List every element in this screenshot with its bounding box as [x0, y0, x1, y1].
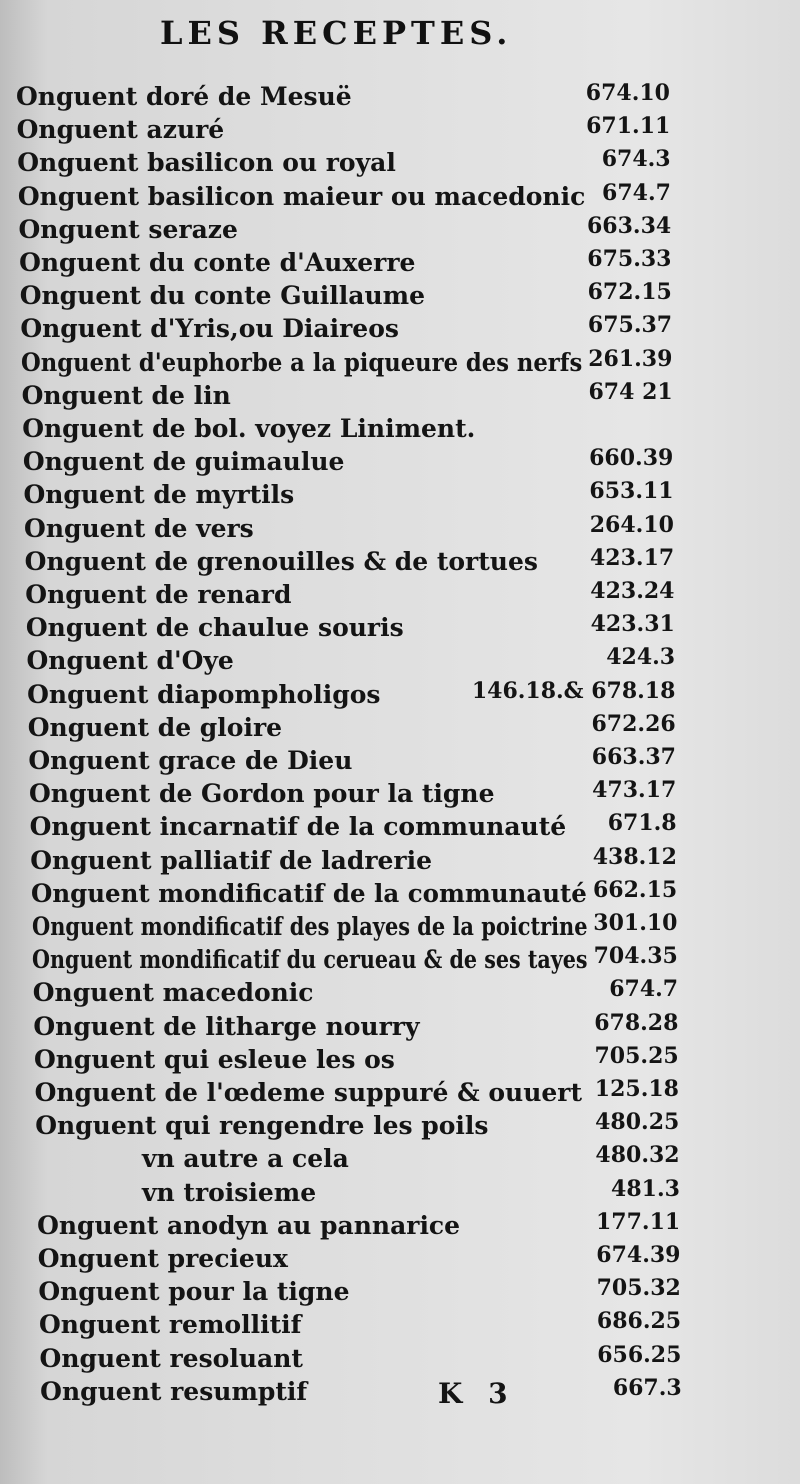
- index-entry: [0, 711, 800, 745]
- index-entry: [0, 478, 800, 512]
- entry-label: Onguent d'Yris,ou Diaireos: [20, 314, 399, 344]
- entry-page-ref: 481.3: [611, 1175, 680, 1202]
- entry-label: Onguent mondificatif du cerueau & de ses tayes: [32, 945, 588, 975]
- entry-label: Onguent de lin: [21, 380, 231, 410]
- entry-page-ref: 663.34: [587, 212, 672, 239]
- index-entry: [0, 976, 800, 1010]
- entry-page-ref: 667.3: [612, 1374, 682, 1401]
- entry-label: Onguent seraze: [18, 214, 238, 244]
- entry-page-ref: 301.10: [593, 910, 678, 936]
- entry-page-ref: 125.18: [594, 1076, 679, 1102]
- entry-page-ref: 660.39: [589, 445, 674, 472]
- index-entry: [0, 744, 800, 778]
- entry-label: Onguent de guimaulue: [22, 447, 345, 477]
- index-entry: [0, 1076, 800, 1110]
- entry-label: Onguent mondificatif des playes de la poictrine: [31, 912, 588, 941]
- index-entry: [0, 512, 800, 546]
- entry-page-ref: 146.18.& 678.18: [471, 677, 676, 704]
- entry-label: Onguent de gloire: [27, 712, 283, 742]
- entry-page-ref: 423.24: [590, 578, 675, 604]
- entry-label: Onguent precieux: [37, 1244, 288, 1273]
- entry-page-ref: 674 21: [588, 378, 673, 405]
- entry-page-ref: 424.3: [606, 644, 676, 671]
- index-entry: [0, 810, 800, 844]
- entry-page-ref: 678.28: [594, 1009, 679, 1036]
- entry-label: Onguent d'Oye: [26, 646, 234, 676]
- entry-page-ref: 480.32: [595, 1142, 680, 1169]
- index-entry: [0, 180, 800, 214]
- index-entry: [0, 346, 800, 380]
- index-entry: [0, 379, 800, 413]
- entry-page-ref: 663.37: [591, 744, 676, 770]
- index-entry: [0, 312, 800, 346]
- entry-label: Onguent resoluant: [39, 1343, 303, 1373]
- entry-label: Onguent remollitif: [38, 1310, 302, 1340]
- entry-page-ref: 674.3: [601, 146, 671, 173]
- index-entry: [0, 279, 800, 313]
- index-entry: [0, 844, 800, 878]
- entry-label: Onguent de vers: [24, 513, 254, 543]
- index-entry: [0, 412, 800, 446]
- index-entry: [0, 146, 800, 180]
- entry-label: Onguent de myrtils: [23, 480, 295, 510]
- index-entry: [0, 578, 800, 612]
- entry-page-ref: 705.25: [594, 1042, 679, 1069]
- entry-label: Onguent du conte d'Auxerre: [19, 248, 416, 277]
- entry-page-ref: 674.7: [609, 976, 679, 1003]
- entry-page-ref: 438.12: [592, 843, 677, 870]
- index-entry: [0, 678, 800, 712]
- index-entry: [0, 1010, 800, 1044]
- entry-label: Onguent du conte Guillaume: [19, 281, 426, 311]
- entry-page-ref: 704.35: [593, 943, 678, 970]
- entry-page-ref: 480.25: [595, 1109, 680, 1136]
- entry-label: Onguent diapompholigos: [27, 679, 381, 709]
- running-header: LES RECEPTES.: [160, 14, 513, 52]
- entry-label: Onguent macedonic: [32, 978, 314, 1008]
- entry-label: Onguent basilicon maieur ou macedonic: [17, 181, 586, 211]
- entry-page-ref: 675.33: [587, 246, 672, 272]
- index-entry: [0, 213, 800, 247]
- entry-label: Onguent de bol. voyez Liniment.: [22, 414, 476, 443]
- entry-label: vn autre a cela: [142, 1144, 349, 1174]
- entry-page-ref: 674.39: [596, 1242, 681, 1268]
- entry-label: Onguent grace de Dieu: [28, 746, 353, 775]
- entry-label: Onguent resumptif: [40, 1376, 308, 1406]
- entry-label: Onguent de litharge nourry: [33, 1011, 420, 1041]
- entry-label: Onguent mondificatif de la communauté: [30, 878, 587, 908]
- entry-label: Onguent de chaulue souris: [25, 613, 404, 643]
- entry-page-ref: 675.37: [587, 312, 673, 339]
- entry-label: Onguent incarnatif de la communauté: [29, 812, 567, 842]
- entry-label: Onguent de Gordon pour la tigne: [29, 779, 495, 809]
- entry-page-ref: 674.7: [602, 179, 671, 206]
- entry-label: Onguent de l'œdeme suppuré & ouuert: [34, 1078, 583, 1107]
- entry-label: Onguent doré de Mesuë: [16, 82, 352, 111]
- entry-page-ref: 662.15: [593, 876, 678, 903]
- index-entry: [0, 246, 800, 280]
- entry-label: Onguent d'euphorbe a la piqueure des nerfs: [20, 347, 583, 377]
- entry-page-ref: 705.32: [596, 1275, 681, 1302]
- index-entry: [0, 113, 800, 147]
- index-entry: [0, 1375, 800, 1409]
- entry-page-ref: 261.39: [588, 345, 673, 372]
- entry-label: Onguent anodyn au pannarice: [37, 1210, 461, 1240]
- index-entry: [0, 777, 800, 811]
- index-entry: [0, 877, 800, 911]
- entry-page-ref: 656.25: [597, 1341, 682, 1368]
- index-entry: [0, 80, 800, 114]
- entry-page-ref: 671.8: [607, 810, 677, 837]
- entry-label: Onguent de grenouilles & de tortues: [24, 546, 538, 576]
- entry-label: Onguent pour la tigne: [38, 1277, 350, 1307]
- entry-page-ref: 653.11: [589, 478, 674, 505]
- entry-page-ref: 671.11: [586, 113, 671, 140]
- index-entry: [0, 545, 800, 579]
- index-entry: [0, 910, 800, 944]
- entry-label: Onguent palliatif de ladrerie: [30, 845, 432, 875]
- entry-page-ref: 177.11: [596, 1208, 681, 1235]
- entry-page-ref: 423.31: [590, 611, 675, 638]
- index-entry: [0, 644, 800, 678]
- entry-label: Onguent qui esleue les os: [33, 1044, 395, 1074]
- index-entry: [0, 1109, 800, 1143]
- entry-page-ref: 473.17: [592, 777, 677, 804]
- entry-label: Onguent qui rengendre les poils: [35, 1111, 489, 1141]
- entry-page-ref: 672.26: [591, 710, 676, 737]
- entry-label: Onguent azuré: [16, 115, 225, 145]
- index-entry: [0, 1043, 800, 1077]
- entry-page-ref: 672.15: [587, 279, 672, 306]
- index-entry: [0, 1142, 800, 1176]
- index-entry: [0, 611, 800, 645]
- entry-page-ref: 264.10: [589, 511, 674, 538]
- index-entry: [0, 943, 800, 977]
- index-entry: [0, 445, 800, 479]
- entry-page-ref: 674.10: [585, 80, 670, 106]
- entry-label: vn troisieme: [142, 1177, 317, 1207]
- entry-label: Onguent de renard: [25, 580, 292, 609]
- entry-page-ref: 423.17: [590, 544, 675, 571]
- entry-page-ref: 686.25: [596, 1308, 682, 1335]
- entry-label: Onguent basilicon ou royal: [17, 148, 396, 178]
- signature-mark: K 3: [438, 1377, 516, 1410]
